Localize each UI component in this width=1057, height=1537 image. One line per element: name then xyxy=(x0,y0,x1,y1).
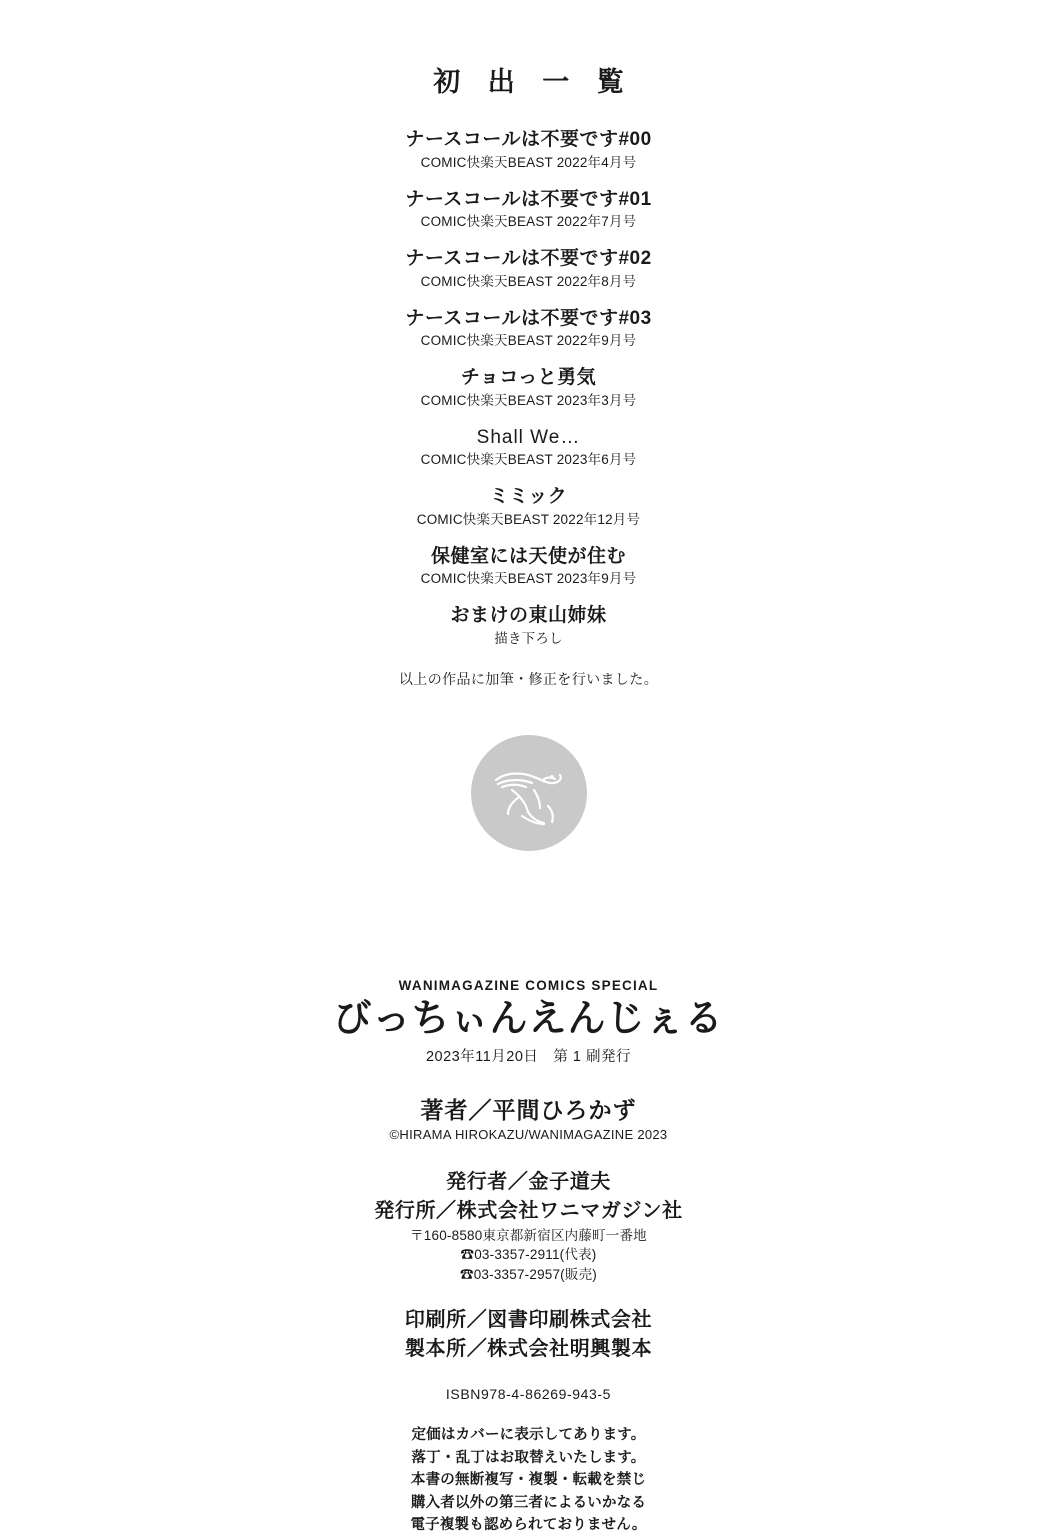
list-item xyxy=(0,425,1057,471)
entry-title: チョコっと勇気 xyxy=(460,367,597,389)
entry-title: 保健室には天使が住む xyxy=(430,545,626,567)
list-item xyxy=(0,603,1057,649)
legal-notice-line: 落丁・乱丁はお取替えいたします。 xyxy=(411,1449,646,1466)
publisher-person: 発行者／金子道夫 xyxy=(446,1170,611,1193)
entry-title: ナースコールは不要です#00 xyxy=(405,129,652,150)
author-line: 著者／平間ひろかず xyxy=(420,1096,637,1123)
legal-notice-line: 本書の無断複写・複製・転載を禁じ xyxy=(410,1472,647,1489)
list-item xyxy=(0,484,1057,530)
entry-source: COMIC快楽天BEAST 2022年9月号 xyxy=(420,333,637,349)
phone-main: ☎03-3357-2911(代表) xyxy=(460,1247,597,1263)
list-item xyxy=(0,306,1057,352)
entry-source: COMIC快楽天BEAST 2022年12月号 xyxy=(416,511,641,527)
entry-source: 描き下ろし xyxy=(494,630,563,646)
entry-source: COMIC快楽天BEAST 2022年8月号 xyxy=(420,273,637,289)
entry-title: おまけの東山姉妹 xyxy=(450,605,607,627)
entry-source: COMIC快楽天BEAST 2022年7月号 xyxy=(420,214,637,230)
list-item xyxy=(0,187,1057,233)
printer-line: 印刷所／図書印刷株式会社 xyxy=(404,1309,653,1332)
copyright-line: ©HIRAMA HIROKAZU/WANIMAGAZINE 2023 xyxy=(389,1126,668,1142)
legal-notice-line: 定価はカバーに表示してあります。 xyxy=(411,1427,646,1444)
revision-note: 以上の作品に加筆・修正を行いました。 xyxy=(398,670,659,687)
entry-title: ミミック xyxy=(489,486,568,508)
list-item xyxy=(0,127,1057,173)
isbn-line: ISBN978-4-86269-943-5 xyxy=(445,1386,612,1403)
legal-notice-line: 購入者以外の第三者によるいかなる xyxy=(410,1494,647,1511)
entry-source: COMIC快楽天BEAST 2022年4月号 xyxy=(420,154,637,170)
entry-title: Shall We… xyxy=(476,426,581,448)
entry-source: COMIC快楽天BEAST 2023年3月号 xyxy=(420,392,637,408)
entry-source: COMIC快楽天BEAST 2023年9月号 xyxy=(420,571,637,587)
publisher-emblem-wrap xyxy=(0,735,1057,851)
entry-title: ナースコールは不要です#02 xyxy=(405,248,652,270)
first-appearance-section xyxy=(0,60,1057,689)
crocodile-emblem-icon xyxy=(471,735,587,851)
list-item xyxy=(0,246,1057,292)
imprint-section xyxy=(0,978,1057,1537)
publication-date: 2023年11月20日 第 1 刷発行 xyxy=(425,1048,632,1065)
entry-title: ナースコールは不要です#03 xyxy=(405,307,652,329)
publisher-address: 〒160-8580東京都新宿区内藤町一番地 xyxy=(410,1227,647,1243)
entry-source: COMIC快楽天BEAST 2023年6月号 xyxy=(420,452,637,468)
publisher-block xyxy=(0,1168,1057,1285)
legal-notice-line: 電子複製も認められておりません。 xyxy=(410,1517,647,1534)
binder-line: 製本所／株式会社明興製本 xyxy=(404,1338,653,1361)
legal-notice xyxy=(0,1424,1057,1536)
production-block xyxy=(0,1306,1057,1364)
phone-sales: ☎03-3357-2957(販売) xyxy=(460,1266,597,1282)
list-item xyxy=(0,544,1057,590)
series-label: WANIMAGAZINE COMICS SPECIAL xyxy=(398,978,659,993)
book-title: びっちぃんえんじぇる xyxy=(333,998,724,1040)
entry-title: ナースコールは不要です#01 xyxy=(405,188,652,210)
publisher-company: 発行所／株式会社ワニマガジン社 xyxy=(374,1199,683,1222)
list-item xyxy=(0,365,1057,411)
section-heading: 初 出 一 覧 xyxy=(433,67,634,97)
